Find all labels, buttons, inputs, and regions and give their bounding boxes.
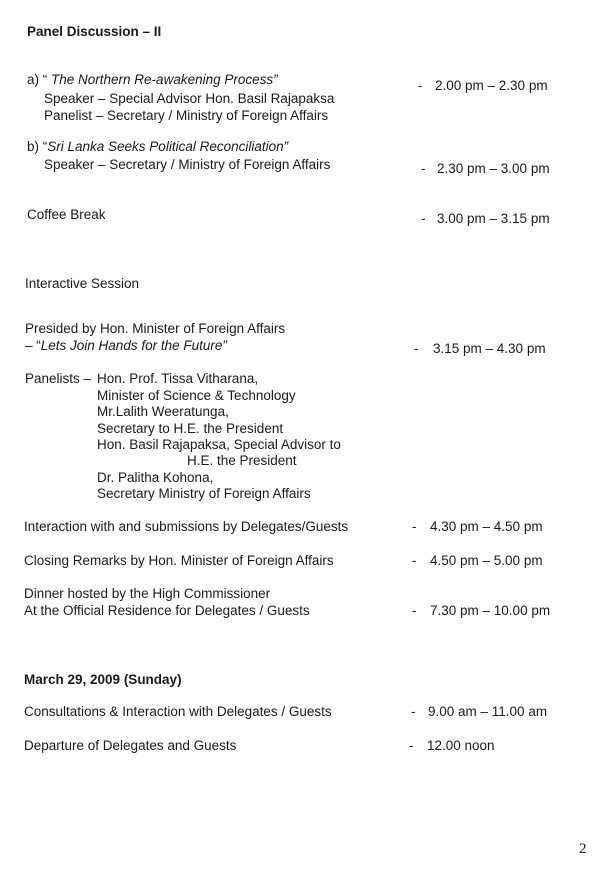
interaction-dash: -: [412, 519, 417, 534]
presided-prefix: – “: [25, 338, 41, 353]
item-a-speaker: Speaker – Special Advisor Hon. Basil Rajapaksa: [44, 91, 335, 106]
dinner-line-1: Dinner hosted by the High Commissioner: [24, 586, 271, 601]
panelist-line: Minister of Science & Technology: [97, 388, 296, 403]
closing-dash: -: [412, 553, 417, 568]
page-number: 2: [579, 841, 587, 857]
closing-time: 4.50 pm – 5.00 pm: [430, 553, 543, 568]
presided-time: 3.15 pm – 4.30 pm: [433, 341, 546, 356]
presided-title-line: [25, 338, 227, 354]
panelist-line: Secretary to H.E. the President: [97, 421, 284, 436]
dinner-dash: -: [412, 603, 417, 618]
panelist-line: H.E. the President: [187, 453, 297, 468]
presided-title: Lets Join Hands for the Future”: [40, 338, 227, 353]
departure-dash: -: [409, 738, 414, 753]
item-b-title: Sri Lanka Seeks Political Reconciliation”: [47, 139, 289, 154]
panelists-label: Panelists –: [25, 371, 92, 386]
panelist-line: Dr. Palitha Kohona,: [97, 470, 214, 485]
interactive-session: Interactive Session: [25, 276, 140, 291]
presided-line: Presided by Hon. Minister of Foreign Affairs: [25, 321, 286, 336]
interaction-line: Interaction with and submissions by Delegates/Guests: [24, 519, 349, 534]
dinner-line-2: At the Official Residence for Delegates / Guests: [24, 603, 310, 618]
presided-dash: -: [414, 341, 419, 356]
item-a-title: The Northern Re-awakening Process”: [51, 72, 278, 87]
interaction-time: 4.30 pm – 4.50 pm: [430, 519, 543, 534]
item-b-speaker: Speaker – Secretary / Ministry of Foreign Affairs: [44, 157, 331, 172]
coffee-time: 3.00 pm – 3.15 pm: [437, 211, 550, 226]
closing-line: Closing Remarks by Hon. Minister of Foreign Affairs: [24, 553, 334, 568]
departure-line: Departure of Delegates and Guests: [24, 738, 237, 753]
item-a-prefix: a) “: [27, 72, 52, 87]
item-a-dash: -: [418, 78, 423, 93]
consult-line: Consultations & Interaction with Delegates / Guests: [24, 704, 332, 719]
panelist-line: Mr.Lalith Weeratunga,: [97, 404, 229, 419]
consult-dash: -: [411, 704, 416, 719]
item-b-prefix: b) “: [27, 139, 48, 154]
item-a-title-line: [27, 72, 278, 88]
item-a-panelist: Panelist – Secretary / Ministry of Foreign Affairs: [44, 108, 329, 123]
item-b-dash: -: [421, 161, 426, 176]
date-heading: March 29, 2009 (Sunday): [24, 672, 182, 687]
departure-time: 12.00 noon: [427, 738, 495, 753]
dinner-time: 7.30 pm – 10.00 pm: [430, 603, 551, 618]
coffee-break: Coffee Break: [27, 207, 106, 222]
item-b-title-line: [27, 139, 288, 155]
heading-panel-discussion: Panel Discussion – II: [27, 24, 162, 39]
panelist-line: Hon. Prof. Tissa Vitharana,: [97, 371, 259, 386]
panelist-line: Secretary Ministry of Foreign Affairs: [97, 486, 311, 501]
item-a-time: 2.00 pm – 2.30 pm: [435, 78, 548, 93]
panelist-line: Hon. Basil Rajapaksa, Special Advisor to: [97, 437, 341, 452]
consult-time: 9.00 am – 11.00 am: [428, 704, 548, 719]
coffee-dash: -: [421, 211, 426, 226]
item-b-time: 2.30 pm – 3.00 pm: [437, 161, 550, 176]
